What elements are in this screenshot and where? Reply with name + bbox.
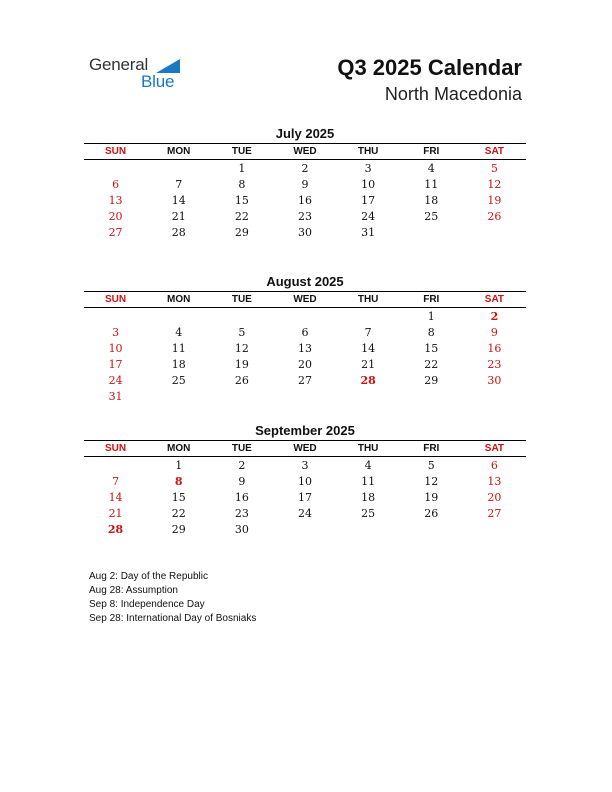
holiday-note: Sep 28: International Day of Bosniaks bbox=[89, 613, 257, 624]
day-cell: 6 bbox=[490, 459, 498, 472]
day-cell: 7 bbox=[112, 475, 120, 488]
day-cell: 17 bbox=[361, 194, 376, 207]
day-cell: 26 bbox=[234, 374, 249, 387]
day-cell: 5 bbox=[427, 459, 435, 472]
day-cell: 23 bbox=[234, 507, 249, 520]
day-cell: 12 bbox=[234, 342, 249, 355]
day-cell: 13 bbox=[108, 194, 123, 207]
day-cell: 22 bbox=[234, 210, 249, 223]
weekday-mon: MON bbox=[167, 146, 191, 157]
day-cell: 26 bbox=[424, 507, 439, 520]
weekday-header bbox=[84, 143, 526, 160]
holiday-day-cell: 28 bbox=[107, 523, 124, 536]
day-cell: 15 bbox=[171, 491, 186, 504]
month-title: July 2025 bbox=[275, 126, 335, 141]
day-cell: 8 bbox=[427, 326, 435, 339]
day-cell: 2 bbox=[238, 459, 246, 472]
month-august bbox=[84, 273, 526, 405]
day-cell: 10 bbox=[361, 178, 376, 191]
day-cell: 14 bbox=[108, 491, 123, 504]
day-cell: 25 bbox=[424, 210, 439, 223]
day-cell: 29 bbox=[171, 523, 186, 536]
empty-cell bbox=[84, 458, 147, 474]
day-cell: 18 bbox=[171, 358, 186, 371]
day-cell: 29 bbox=[424, 374, 439, 387]
day-cell: 5 bbox=[490, 162, 498, 175]
day-cell: 11 bbox=[361, 475, 376, 488]
weekday-fri: FRI bbox=[423, 294, 440, 305]
day-cell: 20 bbox=[487, 491, 502, 504]
day-cell: 5 bbox=[238, 326, 246, 339]
day-cell: 14 bbox=[171, 194, 186, 207]
empty-cell bbox=[84, 309, 147, 325]
day-cell: 18 bbox=[361, 491, 376, 504]
weekday-wed: WED bbox=[293, 294, 317, 305]
day-cell: 4 bbox=[175, 326, 183, 339]
weekday-fri: FRI bbox=[423, 443, 440, 454]
day-cell: 21 bbox=[108, 507, 123, 520]
month-september bbox=[84, 422, 526, 538]
empty-cell bbox=[147, 309, 210, 325]
day-cell: 1 bbox=[175, 459, 183, 472]
day-cell: 13 bbox=[297, 342, 312, 355]
weekday-mon: MON bbox=[167, 294, 191, 305]
day-cell: 14 bbox=[361, 342, 376, 355]
day-cell: 3 bbox=[112, 326, 120, 339]
holiday-note: Aug 2: Day of the Republic bbox=[89, 571, 208, 582]
holiday-notes bbox=[89, 570, 256, 626]
weekday-wed: WED bbox=[293, 443, 317, 454]
logo-triangle-icon bbox=[156, 59, 180, 73]
weekday-header bbox=[84, 440, 526, 457]
weekday-tue: TUE bbox=[231, 294, 252, 305]
logo-blue-text: Blue bbox=[141, 72, 175, 91]
day-cell: 20 bbox=[297, 358, 312, 371]
day-cell: 24 bbox=[297, 507, 312, 520]
day-cell: 10 bbox=[108, 342, 123, 355]
day-cell: 28 bbox=[171, 226, 186, 239]
day-cell: 23 bbox=[297, 210, 312, 223]
day-cell: 19 bbox=[234, 358, 249, 371]
day-cell: 9 bbox=[238, 475, 246, 488]
day-cell: 20 bbox=[108, 210, 123, 223]
day-cell: 27 bbox=[108, 226, 123, 239]
day-cell: 10 bbox=[297, 475, 312, 488]
day-cell: 30 bbox=[487, 374, 502, 387]
day-cell: 25 bbox=[171, 374, 186, 387]
holiday-day-cell: 8 bbox=[174, 475, 183, 488]
empty-cell bbox=[147, 161, 210, 177]
weekday-fri: FRI bbox=[423, 146, 440, 157]
day-cell: 30 bbox=[234, 523, 249, 536]
day-cell: 27 bbox=[487, 507, 502, 520]
day-cell: 22 bbox=[424, 358, 439, 371]
day-cell: 9 bbox=[490, 326, 498, 339]
day-cell: 29 bbox=[234, 226, 249, 239]
weekday-header bbox=[84, 291, 526, 308]
day-cell: 15 bbox=[424, 342, 439, 355]
day-cell: 12 bbox=[424, 475, 439, 488]
weekday-sun: SUN bbox=[105, 294, 127, 305]
day-cell: 2 bbox=[301, 162, 309, 175]
day-cell: 21 bbox=[361, 358, 376, 371]
day-cell: 21 bbox=[171, 210, 186, 223]
day-cell: 27 bbox=[297, 374, 312, 387]
weekday-thu: THU bbox=[357, 294, 379, 305]
day-cell: 26 bbox=[487, 210, 502, 223]
weekday-thu: THU bbox=[357, 443, 379, 454]
weekday-sat: SAT bbox=[484, 443, 505, 454]
day-cell: 15 bbox=[234, 194, 249, 207]
day-cell: 4 bbox=[364, 459, 372, 472]
generalblue-logo bbox=[89, 55, 189, 95]
holiday-day-cell: 28 bbox=[360, 374, 376, 387]
day-cell: 7 bbox=[364, 326, 372, 339]
day-cell: 17 bbox=[108, 358, 123, 371]
holiday-note: Aug 28: Assumption bbox=[89, 585, 178, 596]
month-july bbox=[84, 125, 526, 241]
day-cell: 30 bbox=[297, 226, 312, 239]
day-cell: 4 bbox=[427, 162, 435, 175]
day-cell: 8 bbox=[238, 178, 246, 191]
day-cell: 1 bbox=[427, 310, 435, 323]
day-cell: 24 bbox=[108, 374, 123, 387]
day-cell: 9 bbox=[301, 178, 309, 191]
day-cell: 6 bbox=[301, 326, 309, 339]
weekday-thu: THU bbox=[357, 146, 379, 157]
page-subtitle: North Macedonia bbox=[384, 84, 522, 104]
weekday-mon: MON bbox=[167, 443, 191, 454]
day-cell: 19 bbox=[487, 194, 502, 207]
day-cell: 23 bbox=[487, 358, 502, 371]
day-cell: 25 bbox=[361, 507, 376, 520]
day-cell: 16 bbox=[487, 342, 502, 355]
day-cell: 1 bbox=[238, 162, 246, 175]
day-cell: 24 bbox=[361, 210, 376, 223]
day-grid bbox=[84, 309, 526, 405]
weekday-wed: WED bbox=[293, 146, 317, 157]
day-cell: 31 bbox=[108, 390, 123, 403]
month-title: August 2025 bbox=[266, 274, 344, 289]
empty-cell bbox=[210, 309, 273, 325]
weekday-sat: SAT bbox=[484, 294, 505, 305]
page-title: Q3 2025 Calendar bbox=[337, 55, 522, 80]
day-cell: 3 bbox=[364, 162, 372, 175]
day-cell: 18 bbox=[424, 194, 439, 207]
empty-cell bbox=[337, 309, 400, 325]
empty-cell bbox=[273, 309, 336, 325]
holiday-day-cell: 2 bbox=[490, 310, 499, 323]
day-cell: 22 bbox=[171, 507, 186, 520]
holiday-note: Sep 8: Independence Day bbox=[89, 599, 205, 610]
day-cell: 13 bbox=[487, 475, 502, 488]
day-cell: 31 bbox=[361, 226, 376, 239]
day-cell: 11 bbox=[424, 178, 439, 191]
weekday-sun: SUN bbox=[105, 146, 127, 157]
empty-cell bbox=[84, 161, 147, 177]
day-cell: 16 bbox=[297, 194, 312, 207]
day-grid bbox=[84, 161, 526, 241]
month-title: September 2025 bbox=[255, 423, 355, 438]
day-cell: 12 bbox=[487, 178, 502, 191]
day-cell: 11 bbox=[171, 342, 186, 355]
day-cell: 6 bbox=[112, 178, 120, 191]
weekday-sat: SAT bbox=[484, 146, 505, 157]
weekday-sun: SUN bbox=[105, 443, 127, 454]
day-cell: 16 bbox=[234, 491, 249, 504]
day-cell: 3 bbox=[301, 459, 309, 472]
day-cell: 17 bbox=[297, 491, 312, 504]
day-cell: 7 bbox=[175, 178, 183, 191]
day-grid bbox=[84, 458, 526, 538]
logo-general-text: General bbox=[89, 55, 149, 74]
day-cell: 19 bbox=[424, 491, 439, 504]
weekday-tue: TUE bbox=[231, 146, 252, 157]
weekday-tue: TUE bbox=[231, 443, 252, 454]
